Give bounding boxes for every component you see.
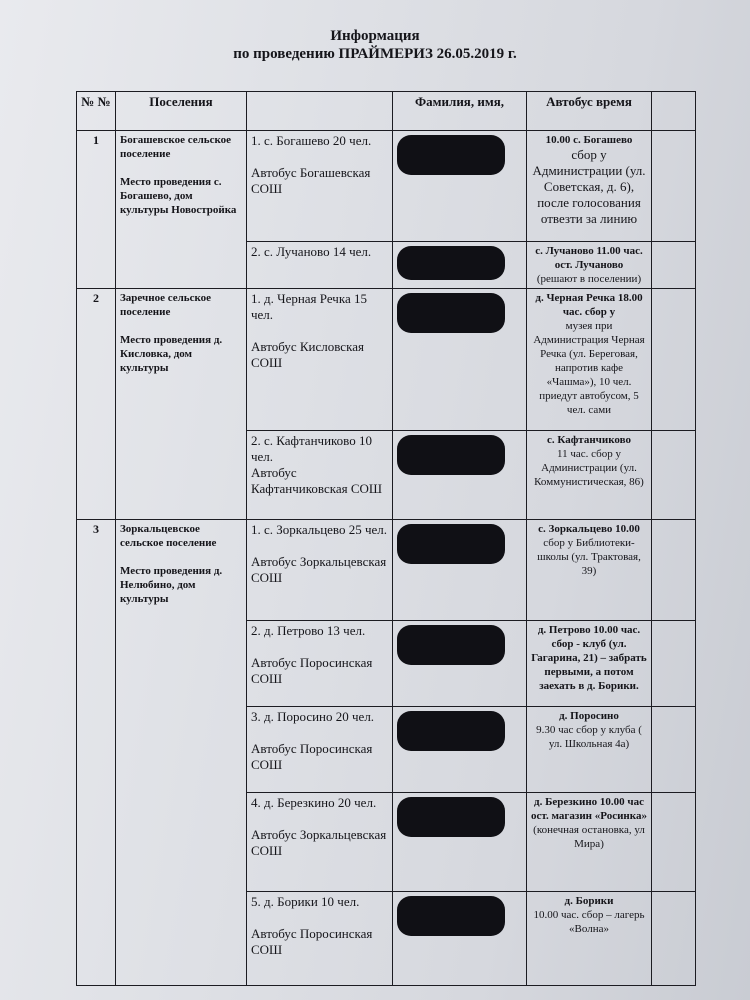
group-number: 1	[77, 131, 116, 289]
bus-time-rest: сбор у Администрации (ул. Советская, д. 6), после голосования отвезти за линию	[532, 147, 646, 226]
bus-time-cell	[527, 892, 652, 986]
extra-cell	[652, 892, 696, 986]
bus-time-cell	[527, 793, 652, 892]
bus-time-cell	[527, 131, 652, 242]
redaction-mark	[397, 435, 505, 475]
redaction-mark	[397, 896, 505, 936]
bus-time-bold: с. Зоркальцево 10.00	[538, 523, 640, 535]
settlement-venue: Место проведения д. Нелюбино, дом культуры	[120, 565, 223, 605]
village-cell	[247, 520, 393, 621]
name-cell	[393, 520, 527, 621]
village-label: 5. д. Борики 10 чел.	[251, 894, 360, 909]
bus-time-bold: с. Лучаново 11.00 час. ост. Лучаново	[535, 245, 643, 271]
bus-label: Автобус Кисловская СОШ	[251, 339, 364, 370]
settlement-name: Зоркальцевское сельское поселение	[120, 523, 217, 549]
header-name: Фамилия, имя,	[393, 92, 527, 131]
bus-time-cell	[527, 621, 652, 707]
redaction-mark	[397, 246, 505, 280]
village-label: 2. с. Кафтанчиково 10 чел.	[251, 433, 372, 464]
primaries-table	[76, 91, 696, 986]
bus-time-bold: д. Борики	[564, 895, 614, 907]
village-label: 1. с. Богашево 20 чел.	[251, 133, 372, 148]
bus-time-cell	[527, 707, 652, 793]
bus-time-bold: д. Поросино	[559, 710, 619, 722]
table-row	[77, 131, 696, 242]
redaction-mark	[397, 625, 505, 665]
bus-time-bold: с. Кафтанчиково	[546, 434, 632, 446]
bus-time-rest: (решают в поселении)	[536, 273, 642, 285]
village-label: 1. д. Черная Речка 15 чел.	[251, 291, 367, 322]
bus-time-bold: д. Петрово 10.00 час. сбор - клуб (ул. Гагарина, 21) – забрать первыми, а потом заехать в д. Борики.	[531, 624, 647, 692]
group-number: 3	[77, 520, 116, 986]
bus-time-bold: 10.00 с. Богашево	[545, 134, 633, 146]
settlement-cell	[116, 520, 247, 986]
village-cell	[247, 431, 393, 520]
extra-cell	[652, 289, 696, 431]
village-label: 2. д. Петрово 13 чел.	[251, 623, 366, 638]
extra-cell	[652, 621, 696, 707]
settlement-cell	[116, 131, 247, 289]
header-settlement: Поселения	[116, 92, 247, 131]
bus-time-rest: 11 час. сбор у Администрации (ул. Коммунистическая, 86)	[534, 448, 644, 488]
bus-time-rest: 10.00 час. сбор – лагерь «Волна»	[533, 909, 645, 935]
name-cell	[393, 131, 527, 242]
bus-time-cell	[527, 289, 652, 431]
extra-cell	[652, 131, 696, 242]
settlement-venue: Место проведения д. Кисловка, дом культуры	[120, 334, 223, 374]
settlement-name: Богашевское сельское поселение	[120, 134, 232, 160]
village-cell	[247, 242, 393, 289]
bus-time-cell	[527, 242, 652, 289]
extra-cell	[652, 431, 696, 520]
name-cell	[393, 431, 527, 520]
settlement-name: Заречное сельское поселение	[120, 292, 212, 318]
name-cell	[393, 707, 527, 793]
village-cell	[247, 707, 393, 793]
bus-label: Автобус Поросинская СОШ	[251, 926, 373, 957]
table-header-row	[77, 92, 696, 131]
redaction-mark	[397, 135, 505, 175]
bus-label: Автобус Зоркальцевская СОШ	[251, 827, 387, 858]
bus-time-rest: 9.30 час сбор у клуба ( ул. Школьная 4а)	[536, 724, 642, 750]
header-bus: Автобус время	[527, 92, 652, 131]
extra-cell	[652, 242, 696, 289]
village-cell	[247, 621, 393, 707]
bus-time-bold: д. Березкино 10.00 час ост. магазин «Росинка»	[531, 796, 647, 822]
name-cell	[393, 621, 527, 707]
name-cell	[393, 793, 527, 892]
bus-label: Автобус Поросинская СОШ	[251, 741, 373, 772]
extra-cell	[652, 793, 696, 892]
bus-label: Автобус Поросинская СОШ	[251, 655, 373, 686]
name-cell	[393, 892, 527, 986]
name-cell	[393, 242, 527, 289]
village-label: 4. д. Березкино 20 чел.	[251, 795, 377, 810]
redaction-mark	[397, 524, 505, 564]
village-label: 2. с. Лучаново 14 чел.	[251, 244, 372, 259]
document-title: Информация	[330, 28, 420, 44]
bus-time-rest: (конечная остановка, ул Мира)	[533, 824, 645, 850]
extra-cell	[652, 520, 696, 621]
bus-time-bold: д. Черная Речка 18.00 час. сбор у	[535, 292, 643, 318]
header-num: № №	[77, 92, 116, 131]
redaction-mark	[397, 293, 505, 333]
header-blank	[247, 92, 393, 131]
redaction-mark	[397, 711, 505, 751]
bus-label: Автобус Зоркальцевская СОШ	[251, 554, 387, 585]
bus-label: Автобус Богашевская СОШ	[251, 165, 371, 196]
village-cell	[247, 892, 393, 986]
group-number: 2	[77, 289, 116, 520]
document-subtitle: по проведению ПРАЙМЕРИЗ 26.05.2019 г.	[233, 46, 517, 62]
bus-time-rest: сбор у Библиотеки-школы (ул. Трактовая, 39)	[537, 537, 641, 577]
settlement-venue: Место проведения с. Богашево, дом культуры Новостройка	[120, 176, 237, 216]
settlement-cell	[116, 289, 247, 520]
extra-cell	[652, 707, 696, 793]
bus-time-cell	[527, 520, 652, 621]
village-cell	[247, 793, 393, 892]
name-cell	[393, 289, 527, 431]
bus-label: Автобус Кафтанчиковская СОШ	[251, 465, 383, 496]
bus-time-cell	[527, 431, 652, 520]
village-cell	[247, 289, 393, 431]
header-extra	[652, 92, 696, 131]
table-row	[77, 520, 696, 621]
redaction-mark	[397, 797, 505, 837]
village-label: 3. д. Поросино 20 чел.	[251, 709, 375, 724]
village-cell	[247, 131, 393, 242]
village-label: 1. с. Зоркальцево 25 чел.	[251, 522, 388, 537]
bus-time-rest: музея при Администрация Черная Речка (ул. Береговая, напротив кафе «Чашма»), 10 чел. приедут автобусом, 5 чел. сами	[533, 320, 645, 416]
table-row	[77, 289, 696, 431]
